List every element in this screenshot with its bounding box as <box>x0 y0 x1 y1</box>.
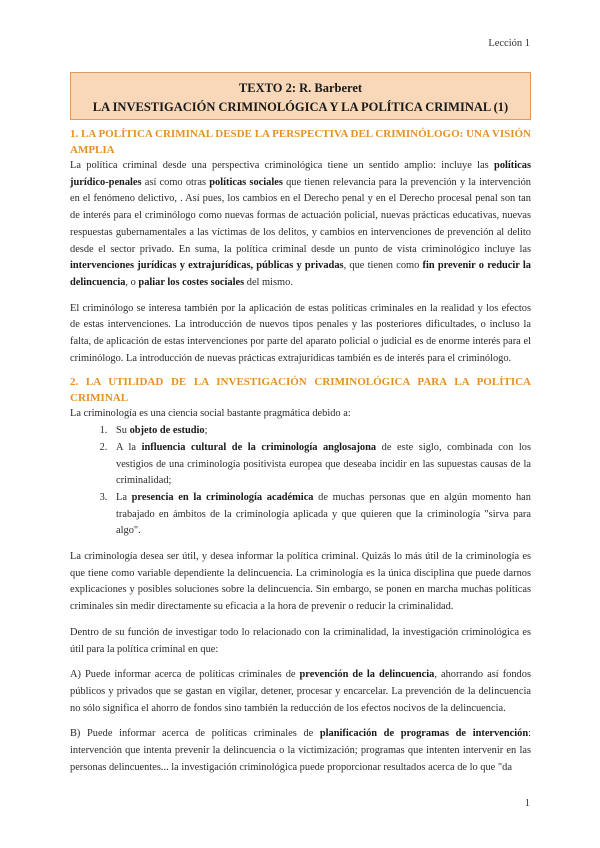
reasons-list <box>70 423 531 540</box>
text-run: A la <box>116 441 142 453</box>
document-body <box>70 127 531 777</box>
text-run: , ahorrando así fondos públicos y privados que se gastan en vigilar, detener, procesar y encarcelar. La prevención de la delincuencia no sólo significa el ahorro de fondos sino también la reducción de los efectos nocivos de la delincuencia. <box>70 669 531 714</box>
bold-run: políticas jurídico-penales <box>70 160 531 188</box>
text-run: del mismo. <box>244 276 293 288</box>
text-run: La <box>116 491 132 503</box>
bold-run: paliar los costes sociales <box>138 276 245 288</box>
bold-run: prevención de la delincuencia <box>299 669 435 681</box>
bold-run: políticas sociales <box>209 176 283 188</box>
section1-paragraph-2: El criminólogo se interesa también por la aplicación de estas políticas criminales en la realidad y los efectos de estas intervenciones. La introducción de nuevos tipos penales y las posteriores dificultades, o incluso la falta, de aplicación de estas intervenciones por parte del aparato policial o judicial es de enorme interés para el criminólogo. La introducción de nuevas prácticas extrajurídicas también es de interés para el criminólogo. <box>70 302 531 364</box>
text-run: : intervención que intenta prevenir la delincuencia o la victimización; programas que intenten intervenir en las personas delincuentes... la investigación criminológica puede proporcionar resultados acerca de lo que "da <box>70 728 531 773</box>
lesson-header: Lección 1 <box>488 38 530 49</box>
section2-intro: La criminología es una ciencia social bastante pragmática debido a: <box>70 408 351 420</box>
bold-run: fin prevenir o reducir la delincuencia <box>70 260 532 288</box>
title-line-main: LA INVESTIGACIÓN CRIMINOLÓGICA Y LA POLÍTICA CRIMINAL (1) <box>92 100 509 114</box>
text-run: ; <box>204 425 208 437</box>
bold-run: influencia cultural de la criminología anglosajona <box>141 441 377 453</box>
list-item <box>110 490 531 540</box>
text-run: , que tienen como <box>343 260 423 272</box>
section1-paragraph-1 <box>70 158 531 292</box>
text-run: Su <box>116 425 130 437</box>
section2-paragraph-a <box>70 667 531 717</box>
text-run: así como otras <box>141 176 210 188</box>
title-box <box>70 72 531 120</box>
text-run: que tienen relevancia para la prevención y la intervención en el fenómeno delictivo, . Así pues, los cambios en el Derecho penal y en el Derecho procesal penal son tan de interés para el criminólogo como nuevas formas de actuación policial, nuevas prácticas educativas, nuevas respuestas gubernamentales a las víctimas de los delitos, y cambios en intervenciones de prevención al delito desde el sector privado. En suma, la política criminal desde un punto de vista criminológico incluye las <box>70 176 532 255</box>
text-run: La política criminal desde una perspectiva criminológica tiene un sentido amplio: incluye las <box>70 160 495 171</box>
section2-paragraph-b <box>70 726 531 776</box>
text-run: A) Puede informar acerca de políticas criminales de <box>70 669 300 681</box>
section2-paragraph-1: La criminología desea ser útil, y desea informar la política criminal. Quizás lo más útil de la criminología es que tiene como variable dependiente la delincuencia. La criminología es la única disciplina que puede darnos explicaciones y posibles soluciones sobre la delincuencia. Sin embargo, se ponen en marcha muchas políticas criminales sin medir directamente su eficacia a la hora de prevenir o reducir la criminalidad. <box>70 551 531 613</box>
section2-paragraph-2: Dentro de su función de investigar todo lo relacionado con la criminalidad, la investigación criminológica es útil para la política criminal en que: <box>70 626 531 655</box>
list-item <box>110 440 531 490</box>
page-number: 1 <box>524 798 530 809</box>
bold-run: intervenciones jurídicas y extrajurídicas, públicas y privadas <box>70 260 344 272</box>
list-item <box>110 423 531 440</box>
section2-heading: 2. LA UTILIDAD DE LA INVESTIGACIÓN CRIMINOLÓGICA PARA LA POLÍTICA CRIMINAL <box>70 376 531 404</box>
text-run: de muchas personas que en algún momento han trabajado en ámbitos de la criminología aplicada y que quieren que la criminología "sirva para algo". <box>116 491 531 537</box>
text-run: B) Puede informar acerca de políticas criminales de <box>70 728 320 740</box>
text-run: de este siglo, combinada con los vestigios de una criminología positivista europea que deseaba incidir en las supuestas causas de la criminalidad; <box>116 441 532 487</box>
title-line-author: TEXTO 2: R. Barberet <box>238 81 363 95</box>
bold-run: objeto de estudio <box>129 425 205 437</box>
text-run: , o <box>125 276 139 288</box>
bold-run: planificación de programas de intervención <box>319 728 529 740</box>
section1-heading: 1. LA POLÍTICA CRIMINAL DESDE LA PERSPECTIVA DEL CRIMINÓLOGO: UNA VISIÓN AMPLIA <box>70 128 531 156</box>
bold-run: presencia en la criminología académica <box>131 491 314 503</box>
